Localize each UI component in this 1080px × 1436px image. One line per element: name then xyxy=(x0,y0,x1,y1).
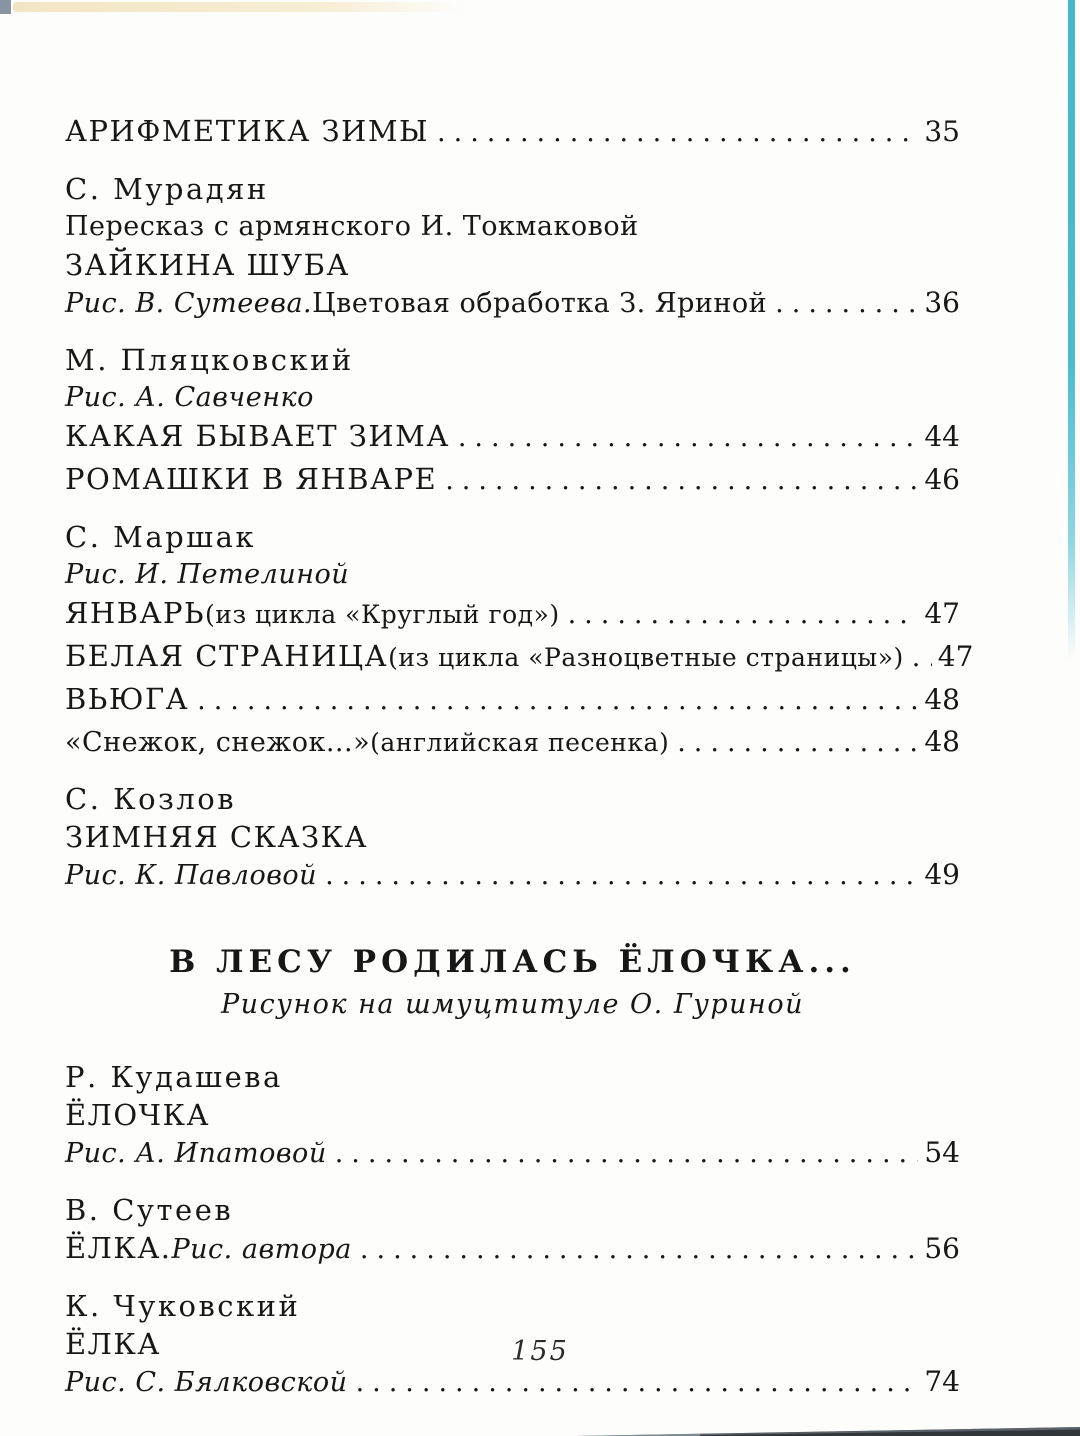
toc-page-number: 36 xyxy=(924,286,960,319)
toc-group xyxy=(65,1191,960,1272)
toc-text: Рис. И. Петелиной xyxy=(65,559,350,590)
dot-leader xyxy=(458,419,919,460)
toc-text: Рис. А. Ипатовой xyxy=(65,1138,327,1169)
toc-text: К. Чуковский xyxy=(65,1289,301,1323)
toc-page-number: 35 xyxy=(924,115,960,148)
toc-page-number: 47 xyxy=(937,640,974,673)
toc-line xyxy=(65,208,960,246)
toc xyxy=(65,112,974,1420)
section-header xyxy=(65,940,960,1026)
toc-line xyxy=(65,112,960,155)
toc-line xyxy=(65,417,960,460)
toc-page-number: 44 xyxy=(924,420,960,453)
toc-line xyxy=(65,723,960,765)
dot-leader xyxy=(197,682,918,723)
page-number: 155 xyxy=(511,1336,569,1367)
toc-line xyxy=(65,556,960,594)
dot-leader xyxy=(445,462,918,503)
toc-line xyxy=(65,379,960,417)
toc-text: ЁЛКА. xyxy=(65,1231,172,1265)
dot-leader xyxy=(335,1135,919,1176)
right-edge-strip xyxy=(1068,0,1075,660)
toc-text: М. Пляцковский xyxy=(65,343,354,377)
toc-line xyxy=(65,1191,960,1229)
toc-text: Р. Кудашева xyxy=(65,1060,283,1094)
toc-line xyxy=(65,594,960,637)
dot-leader xyxy=(775,285,918,326)
toc-group xyxy=(65,1058,960,1176)
scan-corner-fragment xyxy=(0,0,11,14)
toc-line xyxy=(65,856,960,898)
toc-line xyxy=(65,1134,960,1176)
toc-page-number: 49 xyxy=(924,858,960,891)
toc-line xyxy=(65,1363,960,1405)
toc-text: «Снежок, снежок...» xyxy=(65,727,371,758)
bottom-edge-shadow xyxy=(0,1424,1080,1436)
toc-text: ЁЛОЧКА xyxy=(65,1098,210,1132)
toc-text: ЯНВАРЬ xyxy=(65,596,206,630)
toc-text: С. Маршак xyxy=(65,520,257,554)
toc-text: РОМАШКИ В ЯНВАРЕ xyxy=(65,462,438,496)
toc-line xyxy=(65,518,960,556)
toc-line xyxy=(65,246,960,284)
toc-page-number: 48 xyxy=(924,725,960,758)
toc-text: С. Мурадян xyxy=(65,172,269,206)
toc-page-number: 48 xyxy=(924,683,960,716)
toc-line xyxy=(65,1287,960,1325)
toc-line xyxy=(65,780,960,818)
toc-text: Пересказ с армянского И. Токмаковой xyxy=(65,211,639,242)
dot-leader xyxy=(437,114,918,155)
toc-text: Рис. К. Павловой xyxy=(65,860,318,891)
toc-page-number: 46 xyxy=(924,463,960,496)
toc-text: КАКАЯ БЫВАЕТ ЗИМА xyxy=(65,419,450,453)
dot-leader xyxy=(356,1364,919,1405)
top-edge-strip xyxy=(13,2,465,12)
toc-page-number: 47 xyxy=(924,597,960,630)
toc-group xyxy=(65,518,974,765)
dot-leader xyxy=(677,724,918,765)
toc-text: Цветовая обработка З. Яриной xyxy=(312,288,768,319)
toc-text: ЗИМНЯЯ СКАЗКА xyxy=(65,820,368,854)
toc-text: Рис. В. Сутеева. xyxy=(65,288,313,319)
toc-text: АРИФМЕТИКА ЗИМЫ xyxy=(65,114,430,148)
toc-text: ЁЛКА xyxy=(65,1327,161,1361)
toc-line xyxy=(65,284,960,326)
toc-text: Рис. С. Бялковской xyxy=(65,1367,348,1398)
toc-line xyxy=(65,1058,960,1096)
toc-page-number: 54 xyxy=(924,1136,960,1169)
section-subtitle: Рисунок на шмуцтитуле О. Гуриной xyxy=(221,989,804,1020)
toc-text: Рис. автора xyxy=(171,1234,352,1265)
toc-line xyxy=(65,460,960,503)
toc-text: (из цикла «Разноцветные страницы») xyxy=(388,643,904,672)
toc-text: (из цикла «Круглый год») xyxy=(205,600,560,629)
toc-group xyxy=(65,341,960,503)
toc-text: ЗАЙКИНА ШУБА xyxy=(65,248,350,282)
toc-text: С. Козлов xyxy=(65,782,237,816)
dot-leader xyxy=(568,596,919,637)
toc-group xyxy=(65,112,960,155)
section-title: В ЛЕСУ РОДИЛАСЬ ЁЛОЧКА... xyxy=(169,944,856,980)
toc-page-number: 74 xyxy=(924,1365,960,1398)
toc-line xyxy=(65,637,974,680)
toc-text: БЕЛАЯ СТРАНИЦА xyxy=(65,639,389,673)
toc-line xyxy=(65,341,960,379)
toc-line xyxy=(65,1096,960,1134)
toc-line xyxy=(65,818,960,856)
toc-page-number: 56 xyxy=(924,1232,960,1265)
dot-leader xyxy=(325,857,918,898)
toc-text: В. Сутеев xyxy=(65,1193,234,1227)
toc-line xyxy=(65,1229,960,1272)
toc-text: (английская песенка) xyxy=(370,728,670,757)
dot-leader xyxy=(360,1231,918,1272)
toc-text: ВЬЮГА xyxy=(65,682,190,716)
toc-text: Рис. А. Савченко xyxy=(65,382,314,413)
dot-leader xyxy=(912,639,932,680)
toc-group xyxy=(65,170,960,326)
toc-line xyxy=(65,680,960,723)
toc-group xyxy=(65,780,960,898)
toc-line xyxy=(65,170,960,208)
